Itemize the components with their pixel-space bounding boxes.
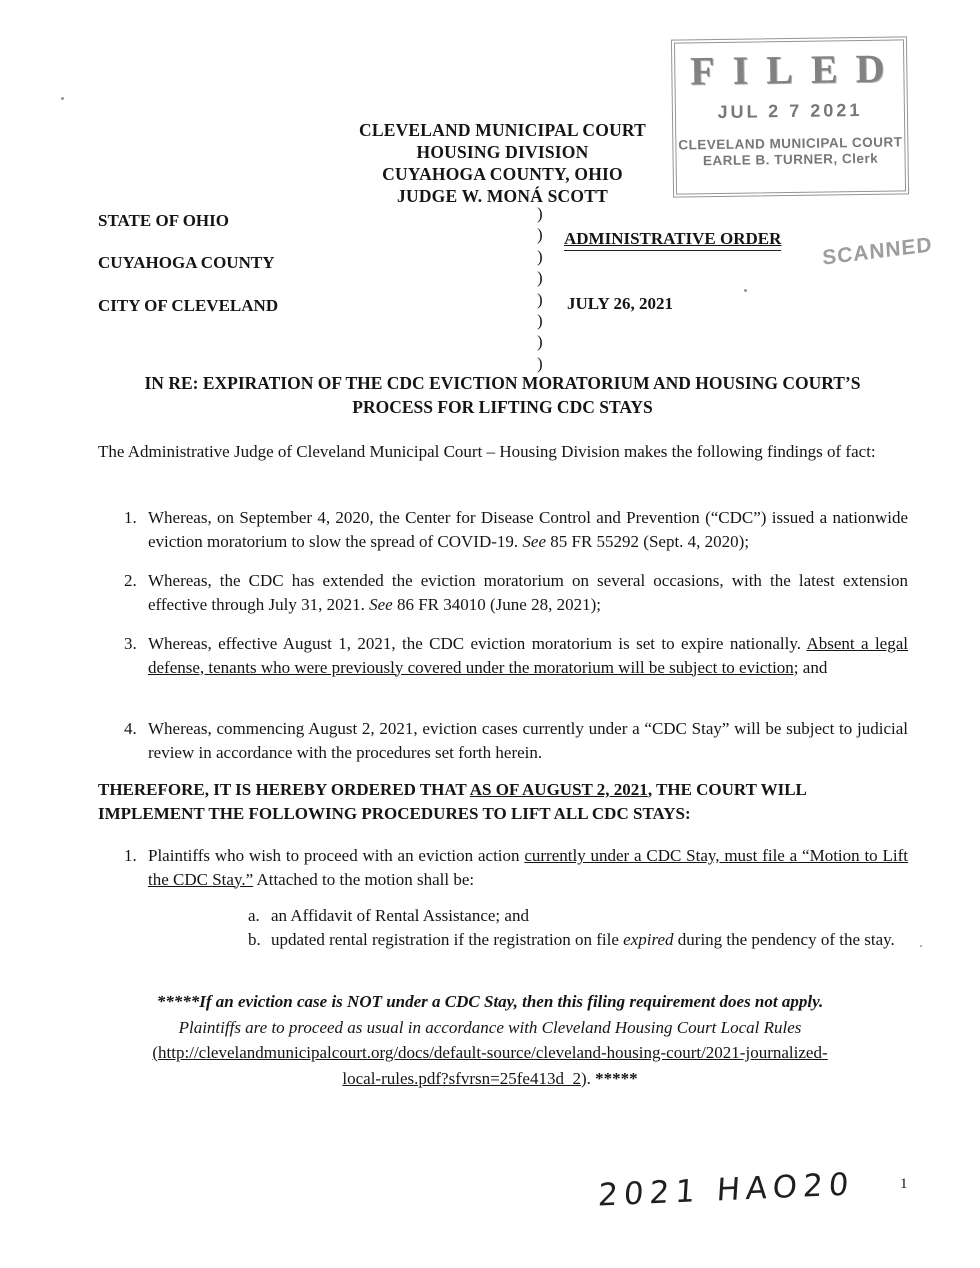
scan-speck <box>61 97 64 100</box>
local-rules-url: local-rules.pdf?sfvrsn=25fe413d_2) <box>342 1068 587 1088</box>
document-title-line1: IN RE: EXPIRATION OF THE CDC EVICTION MORATORIUM AND HOUSING COURT’S <box>144 373 861 393</box>
therefore-underlined-date: AS OF AUGUST 2, 2021 <box>469 780 648 799</box>
citation-see: See <box>522 531 546 551</box>
attachment-item-a <box>248 904 908 928</box>
caption-paren: ) <box>537 332 543 352</box>
caption-paren: ) <box>537 246 543 266</box>
caption-paren-column <box>537 203 543 374</box>
procedure-text: Plaintiffs who wish to proceed with an eviction action <box>148 846 525 865</box>
court-header-line: CUYAHOGA COUNTY, OHIO <box>382 164 623 184</box>
finding-number: 1. <box>124 508 137 527</box>
filing-notice-text: . <box>586 1068 596 1088</box>
finding-item-3 <box>124 632 908 679</box>
finding-citation: 85 FR 55292 (Sept. 4, 2020); <box>546 531 750 551</box>
procedure-item-1 <box>124 844 908 891</box>
finding-number: 3. <box>124 634 137 653</box>
filed-stamp-date: JUL 2 7 2021 <box>717 99 863 123</box>
finding-text: Whereas, the CDC has extended the eviction moratorium on several occasions, with the latest extension effective through July 31, 2021. <box>148 571 908 614</box>
page-number: 1 <box>900 1176 908 1192</box>
finding-text: Whereas, effective August 1, 2021, the CDC eviction moratorium is set to expire nationally. <box>148 634 807 653</box>
court-header-line: HOUSING DIVISION <box>416 142 589 162</box>
finding-number: 2. <box>124 571 137 590</box>
scan-speck <box>744 289 747 292</box>
caption-paren: ) <box>537 289 543 309</box>
caption-paren: ) <box>537 204 543 223</box>
party-city-of-cleveland: CITY OF CLEVELAND <box>98 296 279 315</box>
therefore-text: , THE COURT WILL IMPLEMENT THE FOLLOWING PROCEDURES TO LIFT ALL CDC STAYS: <box>98 780 806 823</box>
finding-number: 4. <box>124 719 137 738</box>
procedure-number: 1. <box>124 846 137 865</box>
attachment-letter: b. <box>248 930 261 949</box>
finding-underlined-text: Absent a legal defense, tenants who were previously covered under the moratorium will be subject to eviction; <box>148 634 908 677</box>
intro-paragraph: The Administrative Judge of Cleveland Municipal Court – Housing Division makes the following findings of fact: <box>98 442 876 461</box>
document-title-line2: PROCESS FOR LIFTING CDC STAYS <box>352 396 653 417</box>
caption-paren: ) <box>537 268 543 288</box>
filing-notice <box>55 989 925 1091</box>
procedure-underlined-text: currently under a CDC Stay, must file a “Motion to Lift the CDC Stay.” <box>148 846 908 889</box>
filing-notice-stars: ***** <box>595 1068 638 1088</box>
party-cuyahoga-county: CUYAHOGA COUNTY <box>98 253 275 272</box>
attachment-text: during the pendency of the stay. <box>673 930 895 949</box>
attachment-text: updated rental registration if the registration on file <box>271 930 624 949</box>
filing-notice-line1: *****If an eviction case is NOT under a CDC Stay, then this filing requirement does not apply. <box>156 992 824 1011</box>
filing-notice-url-line1 <box>55 1040 925 1066</box>
filing-notice-line2: Plaintiffs are to proceed as usual in accordance with Cleveland Housing Court Local Rules <box>178 1017 802 1037</box>
caption-paren: ) <box>537 311 543 331</box>
attachment-text: an Affidavit of Rental Assistance; and <box>271 906 529 925</box>
filed-stamp-clerk-line: EARLE B. TURNER, Clerk <box>702 150 879 169</box>
court-header-line: CLEVELAND MUNICIPAL COURT <box>359 120 646 140</box>
finding-citation: 86 FR 34010 (June 28, 2021); <box>392 594 601 614</box>
therefore-clause <box>98 778 902 825</box>
scanned-stamp: SCANNED <box>821 233 934 270</box>
caption-paren: ) <box>537 353 543 373</box>
administrative-order-label: ADMINISTRATIVE ORDER <box>564 229 781 251</box>
document-title <box>25 372 980 419</box>
finding-item-1 <box>124 506 908 553</box>
filed-stamp-court-line: CLEVELAND MUNICIPAL COURT <box>678 134 903 153</box>
attachment-italic-word: expired <box>623 930 674 949</box>
finding-text: Whereas, on September 4, 2020, the Center for Disease Control and Prevention (“CDC”) issued a nationwide eviction moratorium to slow the spread of COVID-19. <box>148 508 908 551</box>
party-state-of-ohio: STATE OF OHIO <box>98 211 229 230</box>
scan-speck <box>920 945 922 947</box>
caption-paren: ) <box>537 225 543 245</box>
procedure-text: Attached to the motion shall be: <box>253 869 475 889</box>
attachment-item-b <box>248 928 908 952</box>
filed-stamp-word: FILED <box>689 45 903 94</box>
finding-item-2 <box>124 569 908 616</box>
citation-see: See <box>369 594 393 614</box>
order-date: JULY 26, 2021 <box>567 294 673 313</box>
filing-notice-url-line2 <box>55 1066 925 1092</box>
finding-item-4 <box>124 717 908 764</box>
court-header <box>25 119 980 207</box>
finding-text: and <box>798 657 828 677</box>
attachment-letter: a. <box>248 906 260 925</box>
therefore-text: THEREFORE, IT IS HEREBY ORDERED THAT <box>98 780 470 799</box>
handwritten-case-number: 2021 HAO20 <box>597 1166 856 1214</box>
local-rules-url: (http://clevelandmunicipalcourt.org/docs/default-source/cleveland-housing-court/2021-journalized- <box>152 1043 828 1062</box>
finding-text: Whereas, commencing August 2, 2021, eviction cases currently under a “CDC Stay” will be subject to judicial review in accordance with the procedures set forth herein. <box>148 719 908 762</box>
court-header-line: JUDGE W. MONÁ SCOTT <box>397 186 608 206</box>
